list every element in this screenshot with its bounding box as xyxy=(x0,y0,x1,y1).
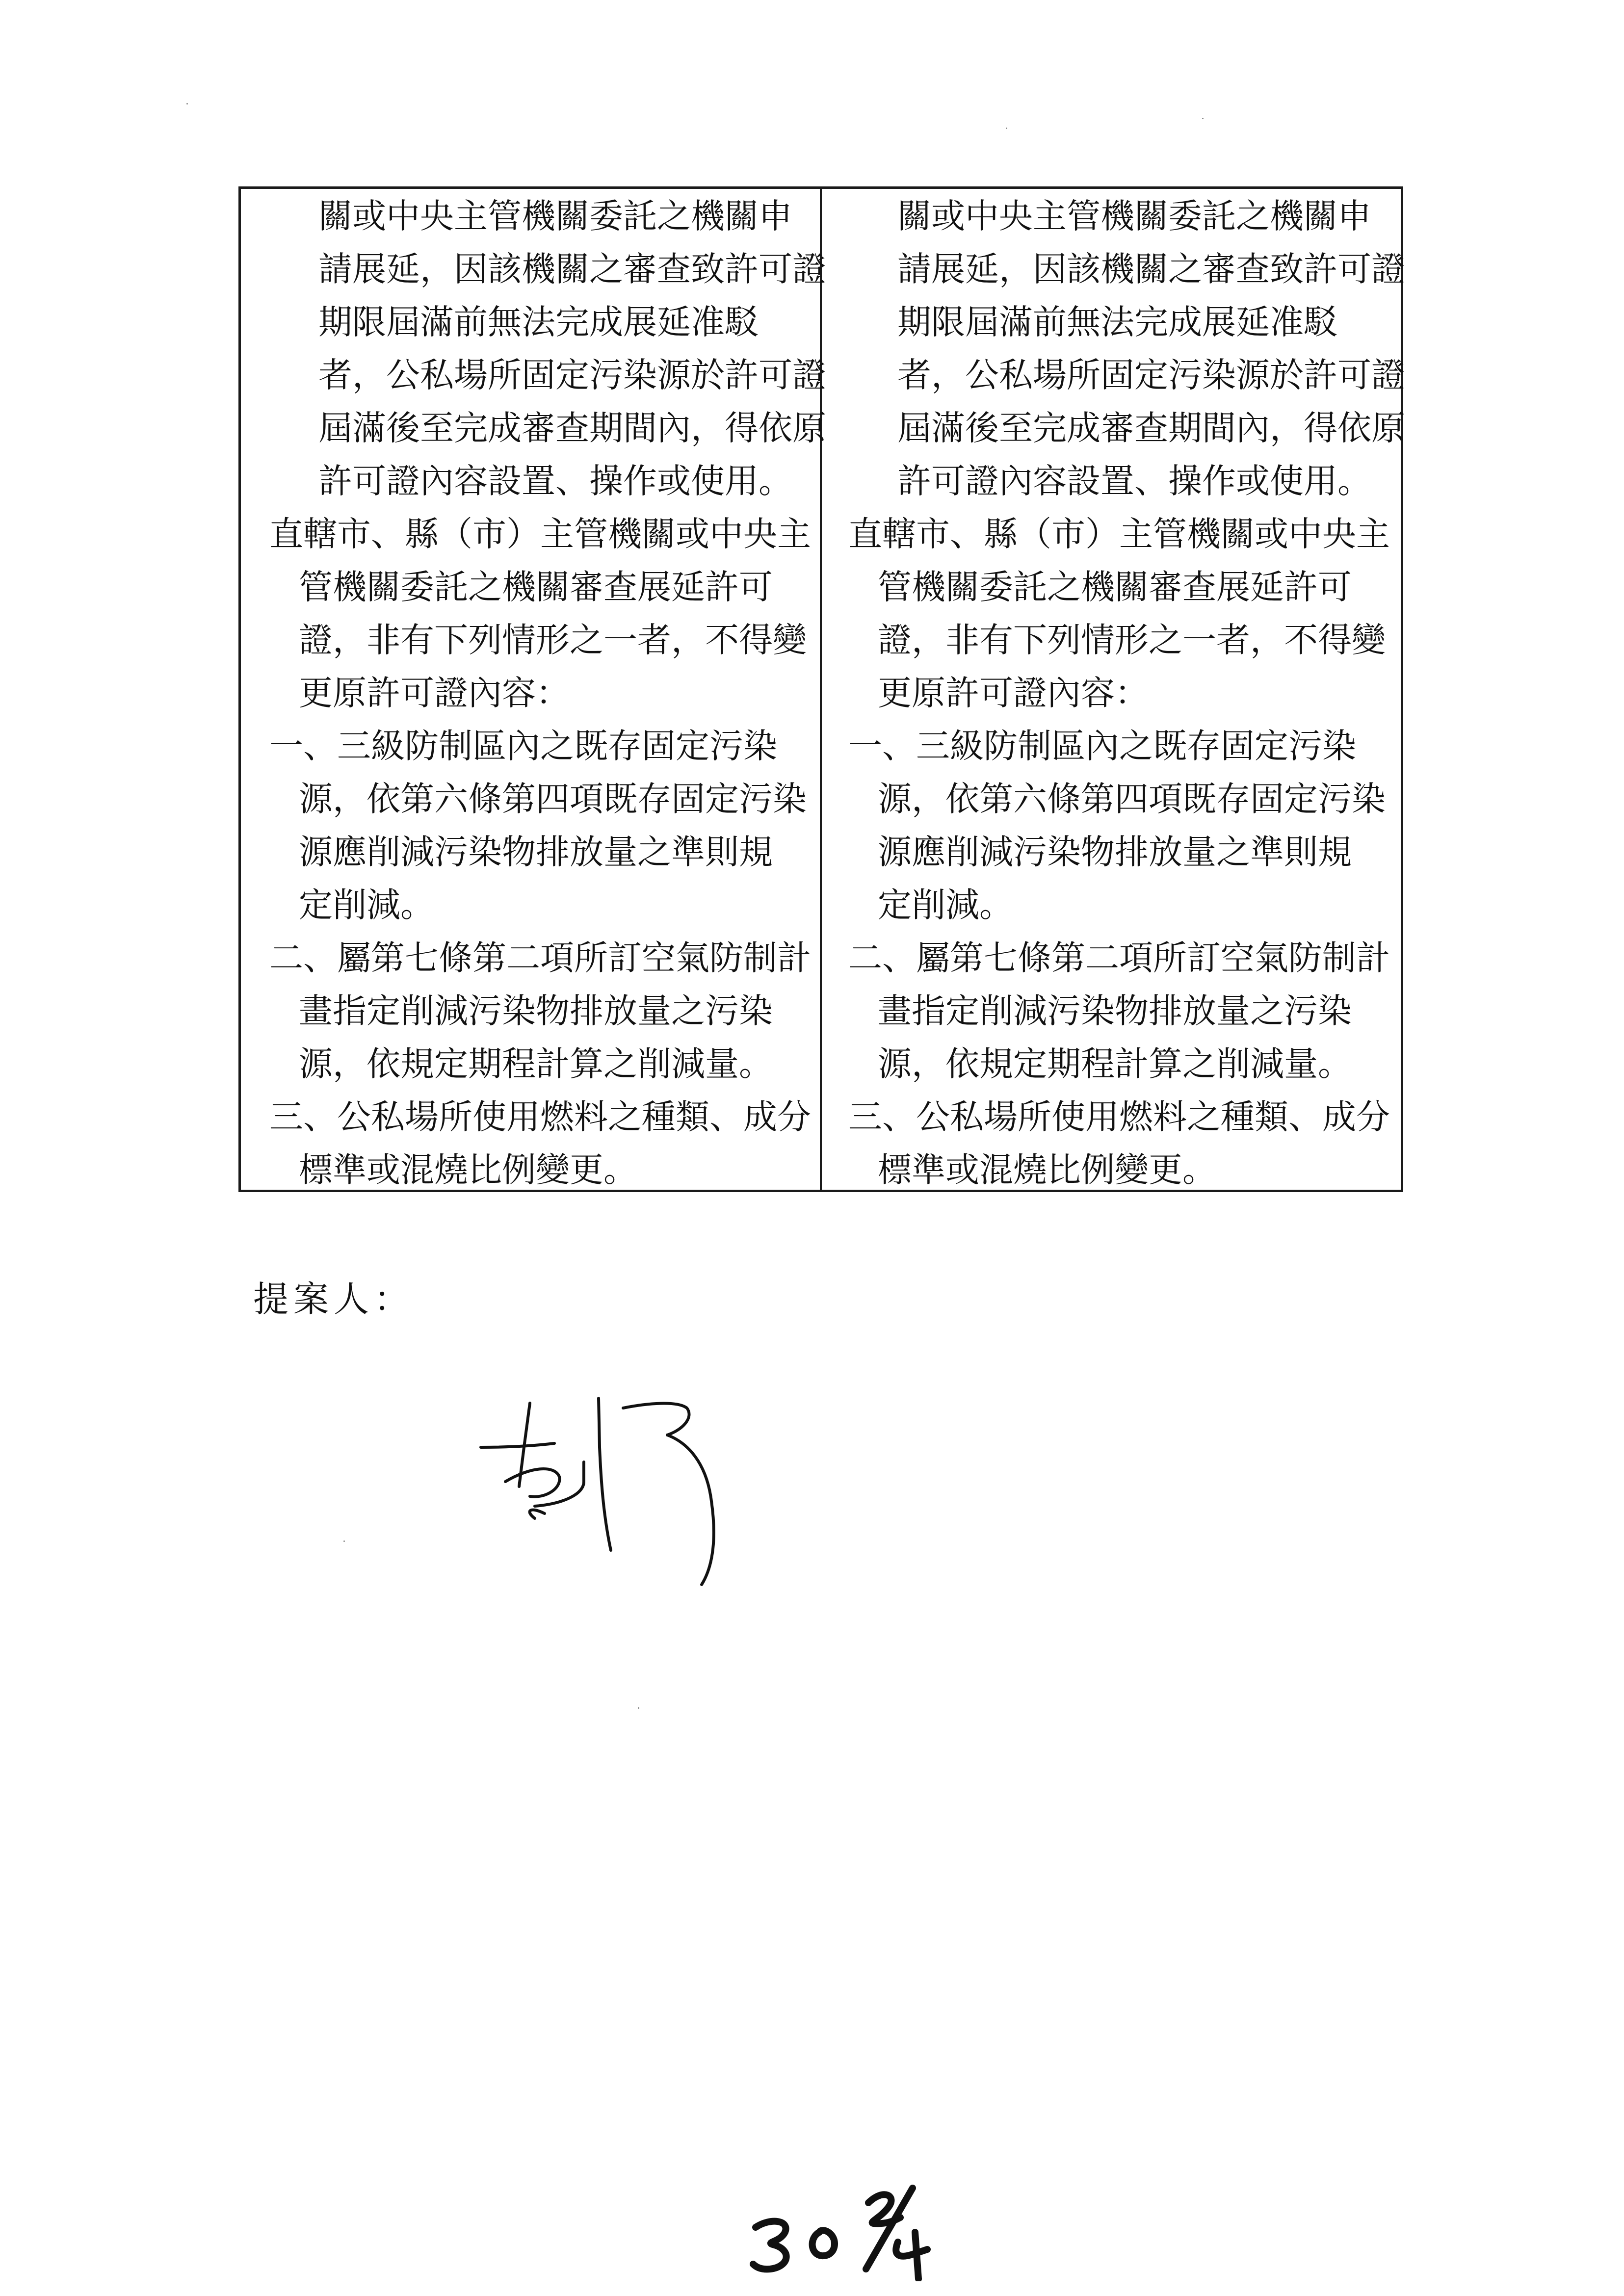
table-line: 許可證內容設置、操作或使用。 xyxy=(318,462,792,501)
table-line: 者，公私場所固定污染源於許可證 xyxy=(897,356,1405,395)
table-line: 直轄市、縣（市）主管機關或中央主 xyxy=(848,515,1390,554)
table-line: 定削減。 xyxy=(878,886,1013,925)
table-line: 一、三級防制區內之既存固定污染 xyxy=(269,727,777,766)
scan-speck xyxy=(638,1707,639,1709)
table-line: 源，依第六條第四項既存固定污染 xyxy=(299,780,807,819)
table-line: 一、三級防制區內之既存固定污染 xyxy=(848,727,1356,766)
handwritten-signature xyxy=(471,1388,765,1599)
table-line: 請展延，因該機關之審查致許可證 xyxy=(897,250,1405,289)
table-line: 源，依規定期程計算之削減量。 xyxy=(878,1044,1352,1084)
table-line: 屆滿後至完成審查期間內，得依原 xyxy=(897,409,1405,448)
table-line: 更原許可證內容： xyxy=(299,674,570,713)
table-line: 源，依規定期程計算之削減量。 xyxy=(299,1044,773,1084)
table-line: 管機關委託之機關審查展延許可 xyxy=(299,568,773,607)
table-line: 關或中央主管機關委託之機關申 xyxy=(318,197,792,236)
table-line: 定削減。 xyxy=(299,886,434,925)
table-line: 關或中央主管機關委託之機關申 xyxy=(897,197,1371,236)
column-divider xyxy=(820,189,822,1190)
table-line: 證，非有下列情形之一者，不得變 xyxy=(878,621,1386,660)
scan-speck xyxy=(1202,118,1204,119)
table-line: 期限屆滿前無法完成展延准駁 xyxy=(897,303,1337,342)
table-line: 管機關委託之機關審查展延許可 xyxy=(878,568,1352,607)
table-line: 三、公私場所使用燃料之種類、成分 xyxy=(269,1097,811,1137)
scan-speck xyxy=(343,1540,345,1542)
table-line: 源應削減污染物排放量之準則規 xyxy=(878,833,1352,872)
table-line: 三、公私場所使用燃料之種類、成分 xyxy=(848,1097,1390,1137)
table-line: 許可證內容設置、操作或使用。 xyxy=(897,462,1371,501)
comparison-table xyxy=(238,186,1403,1192)
table-line: 期限屆滿前無法完成展延准駁 xyxy=(318,303,759,342)
table-line: 標準或混燒比例變更。 xyxy=(878,1150,1216,1190)
table-line: 畫指定削減污染物排放量之污染 xyxy=(299,991,773,1031)
table-line: 標準或混燒比例變更。 xyxy=(299,1150,637,1190)
scan-speck xyxy=(1006,128,1007,129)
scan-speck xyxy=(186,103,188,104)
table-line: 請展延，因該機關之審查致許可證 xyxy=(318,250,826,289)
table-line: 二、屬第七條第二項所訂空氣防制計 xyxy=(269,939,811,978)
table-line: 更原許可證內容： xyxy=(878,674,1149,713)
proposer-label: 提案人： xyxy=(253,1278,415,1320)
table-line: 屆滿後至完成審查期間內，得依原 xyxy=(318,409,826,448)
table-line: 二、屬第七條第二項所訂空氣防制計 xyxy=(848,939,1390,978)
table-line: 畫指定削減污染物排放量之污染 xyxy=(878,991,1352,1031)
table-line: 直轄市、縣（市）主管機關或中央主 xyxy=(269,515,811,554)
table-line: 源，依第六條第四項既存固定污染 xyxy=(878,780,1386,819)
table-line: 源應削減污染物排放量之準則規 xyxy=(299,833,773,872)
table-line: 證，非有下列情形之一者，不得變 xyxy=(299,621,807,660)
table-line: 者，公私場所固定污染源於許可證 xyxy=(318,356,826,395)
handwritten-page-mark xyxy=(736,2168,962,2281)
